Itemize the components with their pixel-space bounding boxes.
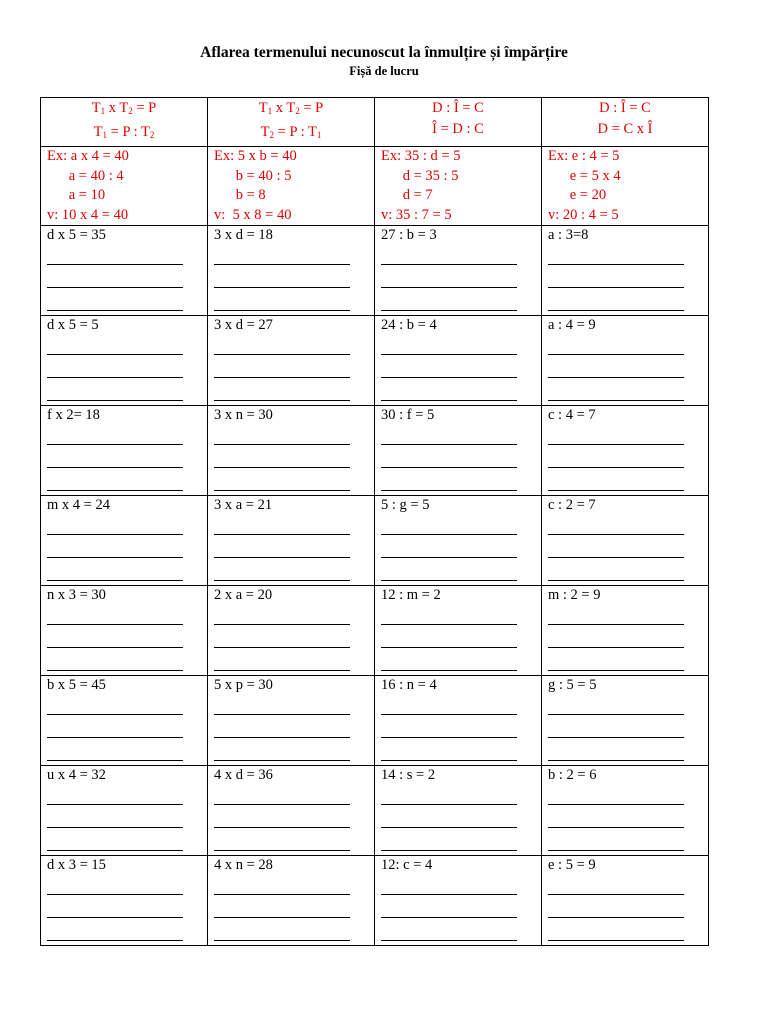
equation: b : 2 = 6 [548,767,597,783]
equation: u x 4 = 32 [47,767,106,783]
example-line: Ex: 5 x b = 40 [214,148,297,164]
equation: 3 x d = 18 [214,227,273,243]
answer-line[interactable] [548,424,684,445]
answer-line[interactable] [47,468,183,491]
answer-line[interactable] [548,604,684,625]
answer-line[interactable] [381,648,517,671]
answer-line[interactable] [47,445,183,468]
exercise-cell [375,496,542,586]
equation: a : 3=8 [548,227,589,243]
answer-line[interactable] [214,805,350,828]
exercise-cell [542,406,709,496]
answer-line[interactable] [47,805,183,828]
answer-line[interactable] [214,514,350,535]
answer-line[interactable] [47,895,183,918]
equation: d x 5 = 5 [47,317,99,333]
worksheet-title: Aflarea termenului necunoscut la înmulțire și împărțire [200,44,568,61]
answer-line[interactable] [381,378,517,401]
answer-line[interactable] [214,895,350,918]
equation: f x 2= 18 [47,407,100,423]
example-line: Ex: e : 4 = 5 [548,148,620,164]
answer-line[interactable] [214,445,350,468]
exercise-cell [375,226,542,316]
example-line: Ex: a x 4 = 40 [47,148,129,164]
example-line: b = 40 : 5 [214,167,292,184]
exercise-cell [542,856,709,946]
equation: 30 : f = 5 [381,407,435,423]
exercise-cell [208,316,375,406]
answer-line[interactable] [47,244,183,265]
example-line: Ex: 35 : d = 5 [381,148,461,164]
answer-line[interactable] [214,334,350,355]
answer-line[interactable] [47,378,183,401]
example-cell [208,147,375,226]
exercise-cell [208,856,375,946]
example-line: d = 35 : 5 [381,167,459,184]
answer-line[interactable] [47,828,183,851]
answer-line[interactable] [548,828,684,851]
equation: 2 x a = 20 [214,587,273,603]
answer-line[interactable] [548,535,684,558]
exercise-cell [542,496,709,586]
answer-line[interactable] [548,558,684,581]
answer-line[interactable] [214,828,350,851]
exercise-cell [41,316,208,406]
answer-line[interactable] [548,625,684,648]
answer-line[interactable] [47,715,183,738]
answer-line[interactable] [381,288,517,311]
exercise-row [41,226,709,316]
answer-line[interactable] [381,715,517,738]
exercise-cell [41,226,208,316]
answer-line[interactable] [214,738,350,761]
answer-line[interactable] [548,334,684,355]
exercise-cell [375,676,542,766]
answer-line[interactable] [548,694,684,715]
example-line: v: 35 : 7 = 5 [381,206,452,223]
example-cell [41,147,208,226]
worksheet-subtitle: Fișă de lucru [349,64,419,78]
answer-line[interactable] [47,558,183,581]
equation: 5 x p = 30 [214,677,273,693]
exercise-row [41,586,709,676]
exercise-cell [375,766,542,856]
example-line: v: 5 x 8 = 40 [214,206,292,223]
answer-line[interactable] [548,445,684,468]
formula-line-2: Î = D : C [432,121,484,137]
answer-line[interactable] [381,604,517,625]
equation: m : 2 = 9 [548,587,601,603]
answer-line[interactable] [548,378,684,401]
answer-line[interactable] [381,514,517,535]
exercise-cell [41,856,208,946]
answer-line[interactable] [548,244,684,265]
equation: 4 x d = 36 [214,767,273,783]
example-line: v: 10 x 4 = 40 [47,206,129,223]
equation: b x 5 = 45 [47,677,106,693]
answer-line[interactable] [381,334,517,355]
exercise-cell [375,316,542,406]
exercise-cell [208,586,375,676]
answer-line[interactable] [214,288,350,311]
answer-line[interactable] [214,355,350,378]
exercise-cell [542,676,709,766]
answer-line[interactable] [214,784,350,805]
answer-line[interactable] [548,514,684,535]
exercise-cell [208,676,375,766]
answer-line[interactable] [548,784,684,805]
answer-line[interactable] [548,805,684,828]
answer-line[interactable] [548,288,684,311]
exercise-cell [542,316,709,406]
answer-line[interactable] [381,918,517,941]
formula-line-1: D : Î = C [599,100,651,116]
answer-line[interactable] [214,468,350,491]
answer-line[interactable] [47,918,183,941]
answer-line[interactable] [381,828,517,851]
equation: 24 : b = 4 [381,317,437,333]
answer-line[interactable] [47,694,183,715]
equation: 4 x n = 28 [214,857,273,873]
answer-line[interactable] [381,244,517,265]
equation: m x 4 = 24 [47,497,110,513]
equation: n x 3 = 30 [47,587,106,603]
formula-cell [375,98,542,147]
answer-line[interactable] [214,535,350,558]
exercise-cell [208,766,375,856]
equation: 14 : s = 2 [381,767,436,783]
answer-line[interactable] [214,648,350,671]
exercise-cell [41,676,208,766]
answer-line[interactable] [214,715,350,738]
exercise-cell [375,856,542,946]
exercise-row [41,316,709,406]
formula-cell [208,98,375,147]
answer-line[interactable] [381,424,517,445]
answer-line[interactable] [47,355,183,378]
formula-line-1: D : Î = C [432,100,484,116]
example-cell [375,147,542,226]
formula-row [41,98,709,147]
answer-line[interactable] [47,874,183,895]
answer-line[interactable] [214,558,350,581]
formula-cell [542,98,709,147]
formula-line-2: D = C x Î [597,121,653,137]
exercise-cell [41,406,208,496]
example-cell [542,147,709,226]
answer-line[interactable] [214,244,350,265]
answer-line[interactable] [381,895,517,918]
answer-line[interactable] [381,535,517,558]
answer-line[interactable] [47,424,183,445]
exercise-cell [542,586,709,676]
answer-line[interactable] [214,874,350,895]
equation: c : 4 = 7 [548,407,596,423]
formula-line-2: $T_2 = P$ : $T_1$ [260,124,322,140]
equation: 27 : b = 3 [381,227,437,243]
answer-line[interactable] [548,355,684,378]
answer-line[interactable] [214,424,350,445]
answer-line[interactable] [381,445,517,468]
answer-line[interactable] [47,604,183,625]
equation: 5 : g = 5 [381,497,430,513]
example-line: a = 10 [47,187,106,203]
equation: 12: c = 4 [381,857,433,873]
answer-line[interactable] [548,738,684,761]
answer-line[interactable] [214,378,350,401]
answer-line[interactable] [381,355,517,378]
exercise-cell [375,586,542,676]
answer-line[interactable] [47,265,183,288]
exercise-table [40,97,709,946]
exercise-cell [208,226,375,316]
exercise-cell [41,496,208,586]
example-line: b = 8 [214,187,266,203]
exercise-row [41,676,709,766]
exercise-cell [542,766,709,856]
answer-line[interactable] [47,648,183,671]
equation: d x 3 = 15 [47,857,106,873]
equation: e : 5 = 9 [548,857,596,873]
equation: 12 : m = 2 [381,587,441,603]
answer-line[interactable] [47,738,183,761]
example-line: e = 20 [548,187,607,203]
formula-line-1: $T_1$ x $T_2 = P$ [258,100,324,116]
answer-line[interactable] [47,625,183,648]
answer-line[interactable] [47,535,183,558]
answer-line[interactable] [381,558,517,581]
answer-line[interactable] [548,874,684,895]
answer-line[interactable] [548,265,684,288]
answer-line[interactable] [548,715,684,738]
answer-line[interactable] [381,265,517,288]
answer-line[interactable] [47,514,183,535]
exercise-cell [208,496,375,586]
example-row [41,147,709,226]
answer-line[interactable] [214,625,350,648]
answer-line[interactable] [548,468,684,491]
exercise-cell [41,766,208,856]
exercise-row [41,496,709,586]
answer-line[interactable] [548,648,684,671]
equation: 16 : n = 4 [381,677,437,693]
example-line: v: 20 : 4 = 5 [548,206,619,223]
answer-line[interactable] [214,918,350,941]
formula-cell [41,98,208,147]
equation: g : 5 = 5 [548,677,597,693]
formula-line-2: $T_1 = P$ : $T_2$ [93,124,155,140]
equation: 3 x a = 21 [214,497,273,513]
answer-line[interactable] [214,694,350,715]
equation: c : 2 = 7 [548,497,596,513]
exercise-cell [41,586,208,676]
equation: 3 x d = 27 [214,317,273,333]
answer-line[interactable] [214,265,350,288]
exercise-row [41,406,709,496]
example-line: e = 5 x 4 [548,167,621,184]
example-line: a = 40 : 4 [47,167,124,184]
example-line: d = 7 [381,187,433,203]
answer-line[interactable] [214,604,350,625]
answer-line[interactable] [381,805,517,828]
exercise-cell [375,406,542,496]
exercise-cell [208,406,375,496]
formula-line-1: $T_1$ x $T_2 = P$ [91,100,157,116]
answer-line[interactable] [381,468,517,491]
equation: a : 4 = 9 [548,317,596,333]
answer-line[interactable] [381,738,517,761]
equation: 3 x n = 30 [214,407,273,423]
exercise-row [41,856,709,946]
answer-line[interactable] [381,694,517,715]
answer-line[interactable] [381,784,517,805]
answer-line[interactable] [548,918,684,941]
equation: d x 5 = 35 [47,227,106,243]
exercise-cell [542,226,709,316]
answer-line[interactable] [47,334,183,355]
answer-line[interactable] [381,874,517,895]
answer-line[interactable] [381,625,517,648]
exercise-row [41,766,709,856]
answer-line[interactable] [47,784,183,805]
answer-line[interactable] [548,895,684,918]
answer-line[interactable] [47,288,183,311]
